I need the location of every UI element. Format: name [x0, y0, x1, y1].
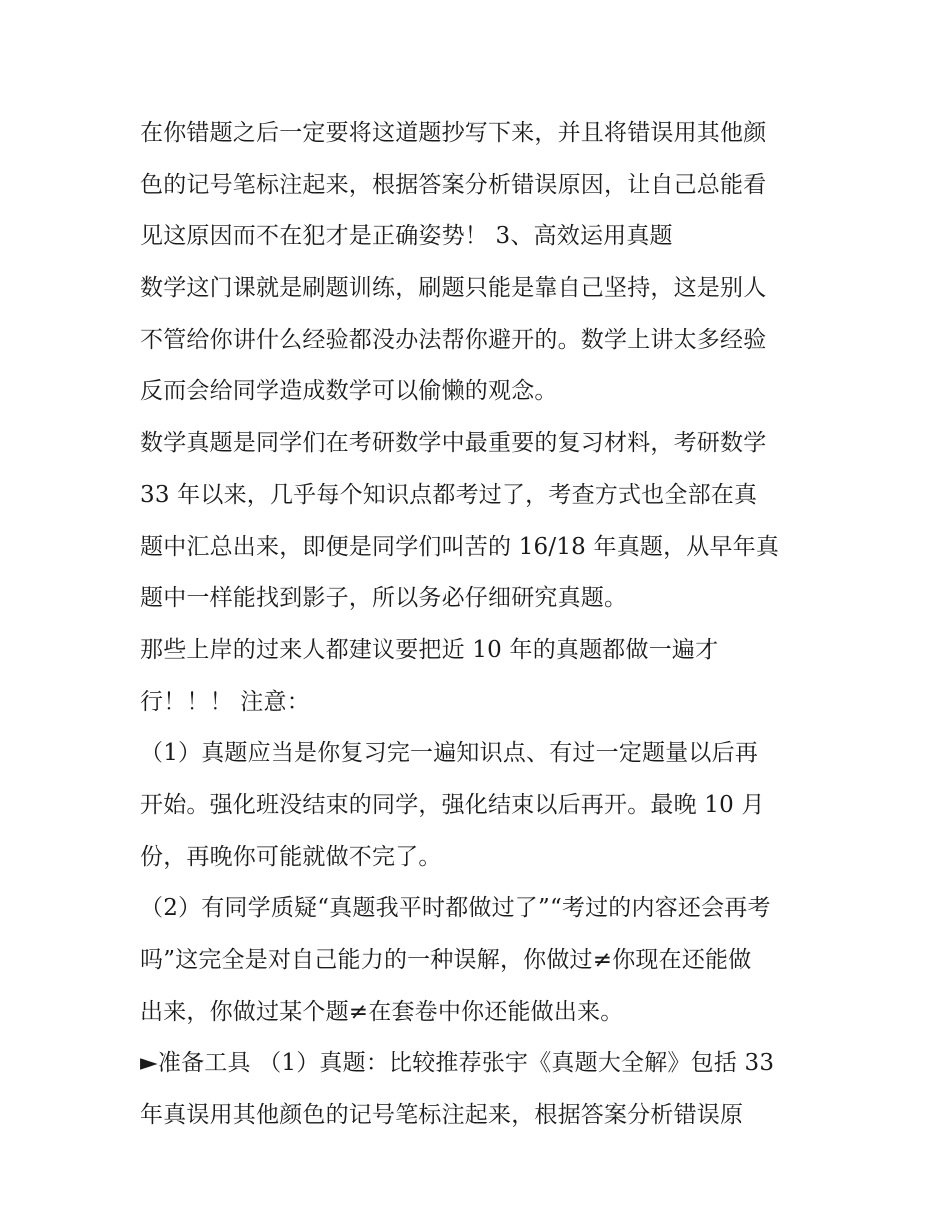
- text-line: 不管给你讲什么经验都没办法帮你避开的。数学上讲太多经验: [140, 326, 767, 353]
- text-line: 题中一样能找到影子，所以务必仔细研究真题。: [140, 585, 628, 612]
- text-line: 出来，你做过某个题≠在套卷中你还能做出来。: [140, 998, 624, 1025]
- document-page: [140, 108, 820, 1142]
- text-line: 吗”这完全是对自己能力的一种误解，你做过≠你现在还能做: [140, 947, 752, 973]
- text-line: 年真误用其他颜色的记号笔标注起来，根据答案分析错误原: [140, 1102, 744, 1129]
- text-line: 反而会给同学造成数学可以偷懒的观念。: [140, 378, 558, 405]
- text-line: 在你错题之后一定要将这道题抄写下来，并且将错误用其他颜: [140, 120, 767, 146]
- text-line: （2）有同学质疑“真题我平时都做过了”“考过的内容还会再考: [140, 895, 771, 922]
- text-line: 33 年以来，几乎每个知识点都考过了，考查方式也全部在真: [140, 481, 758, 508]
- text-line: 份，再晚你可能就做不完了。: [140, 843, 442, 870]
- text-line: 数学真题是同学们在考研数学中最重要的复习材料，考研数学: [140, 430, 767, 457]
- text-line: 行！！！ 注意：: [140, 688, 310, 715]
- text-line: 见这原因而不在犯才是正确姿势！ 3、高效运用真题: [140, 223, 673, 250]
- text-line: 那些上岸的过来人都建议要把近 10 年的真题都做一遍才: [140, 636, 719, 663]
- text-line: 数学这门课就是刷题训练，刷题只能是靠自己坚持，这是别人: [140, 275, 767, 302]
- text-line: 题中汇总出来，即便是同学们叫苦的 16/18 年真题，从早年真: [140, 533, 780, 560]
- text-line: ►准备工具 （1）真题：比较推荐张宇《真题大全解》包括 33: [140, 1050, 775, 1077]
- text-line: （1）真题应当是你复习完一遍知识点、有过一定题量以后再: [140, 740, 759, 767]
- text-line: 色的记号笔标注起来，根据答案分析错误原因，让自己总能看: [140, 171, 767, 198]
- text-line: 开始。强化班没结束的同学，强化结束以后再开。最晚 10 月: [140, 791, 765, 818]
